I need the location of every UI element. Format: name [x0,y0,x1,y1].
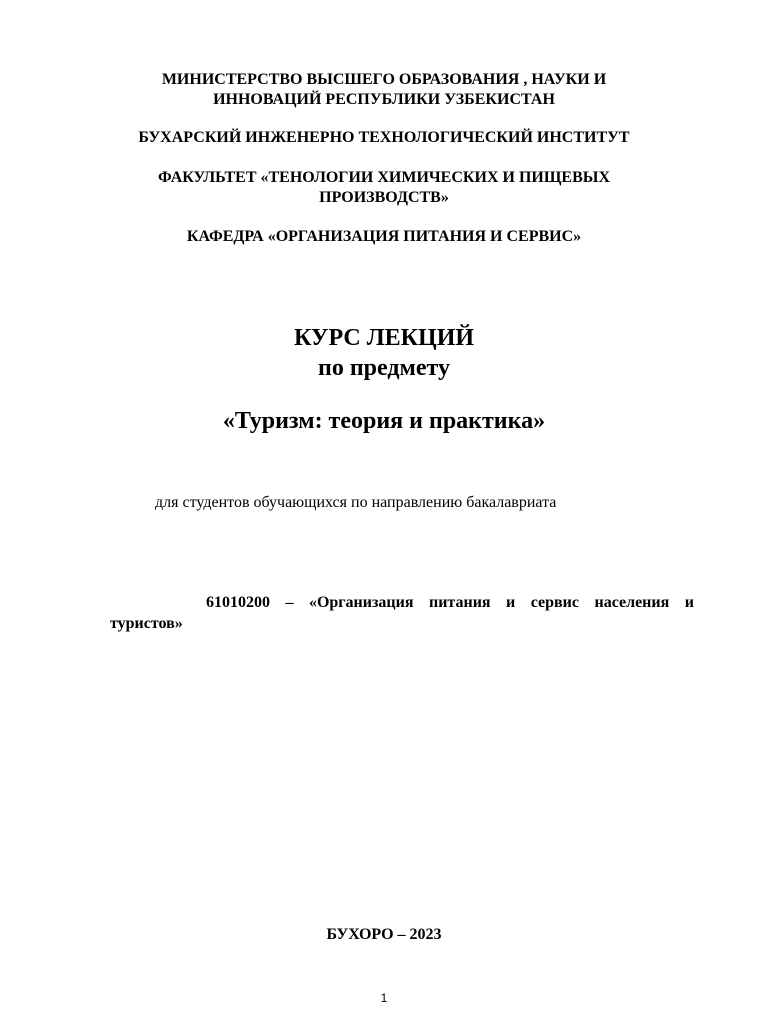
ministry-line-2: ИННОВАЦИЙ РЕСПУБЛИКИ УЗБЕКИСТАН [213,91,555,108]
faculty-line-1: ФАКУЛЬТЕТ «ТЕНОЛОГИИ ХИМИЧЕСКИХ И ПИЩЕВЫХ [157,169,611,186]
program-line-2: туристов» [110,615,183,632]
city-year: БУХОРО – 2023 [326,926,442,943]
course-subtitle: по предмету [318,355,450,381]
program-word: и [684,594,694,611]
program-word: питания [428,594,491,611]
subject-title: «Туризм: теория и практика» [222,408,546,434]
program-word: «Организация [308,594,414,611]
program-line-1 [110,592,694,613]
audience-text: для студентов обучающихся по направлению бакалавриата [155,494,557,511]
faculty-heading [0,168,768,208]
ministry-heading [0,70,768,110]
ministry-line-1: МИНИСТЕРСТВО ВЫСШЕГО ОБРАЗОВАНИЯ , НАУКИ И [161,71,607,88]
program-word: 61010200 [206,594,270,611]
course-title: КУРС ЛЕКЦИЙ [293,325,475,351]
institute-heading: БУХАРСКИЙ ИНЖЕНЕРНО ТЕХНОЛОГИЧЕСКИЙ ИНСТИТУТ [138,129,630,146]
program-block [110,592,694,634]
faculty-line-2: ПРОИЗВОДСТВ» [319,189,449,206]
program-word: сервис [530,594,579,611]
program-word: и [506,594,516,611]
page-number: 1 [380,991,388,1005]
department-heading: КАФЕДРА «ОРГАНИЗАЦИЯ ПИТАНИЯ И СЕРВИС» [186,228,582,245]
program-word: населения [594,594,670,611]
program-word: – [285,594,294,611]
